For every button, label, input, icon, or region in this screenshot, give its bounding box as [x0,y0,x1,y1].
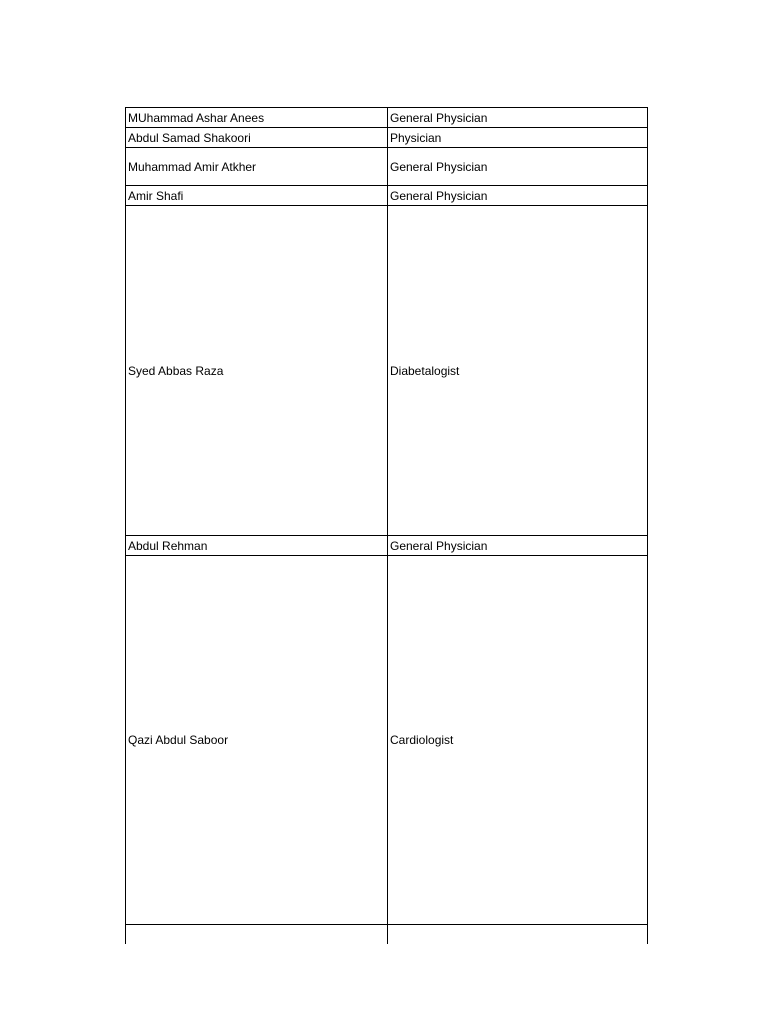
doctors-table-body [126,108,648,944]
doctors-table [125,107,648,944]
table-row [126,128,648,148]
table-row [126,925,648,944]
table-row [126,108,648,128]
doctor-name-cell [126,925,388,944]
doctor-name-cell: Amir Shafi [126,186,388,206]
doctor-specialty-cell [388,925,648,944]
doctor-specialty-cell: Cardiologist [388,556,648,925]
doctor-name-cell: Muhammad Amir Atkher [126,148,388,186]
table-row [126,536,648,556]
doctor-specialty-cell: Diabetalogist [388,206,648,536]
table-row [126,206,648,536]
doctor-name-cell: MUhammad Ashar Anees [126,108,388,128]
doctor-specialty-cell: General Physician [388,536,648,556]
doctor-name-cell: Syed Abbas Raza [126,206,388,536]
doctor-specialty-cell: General Physician [388,108,648,128]
table-row [126,186,648,206]
doctor-name-cell: Qazi Abdul Saboor [126,556,388,925]
doctor-specialty-cell: Physician [388,128,648,148]
doctor-name-cell: Abdul Rehman [126,536,388,556]
doctor-name-cell: Abdul Samad Shakoori [126,128,388,148]
table-row [126,556,648,925]
table-row [126,148,648,186]
doctor-specialty-cell: General Physician [388,148,648,186]
doctor-specialty-cell: General Physician [388,186,648,206]
